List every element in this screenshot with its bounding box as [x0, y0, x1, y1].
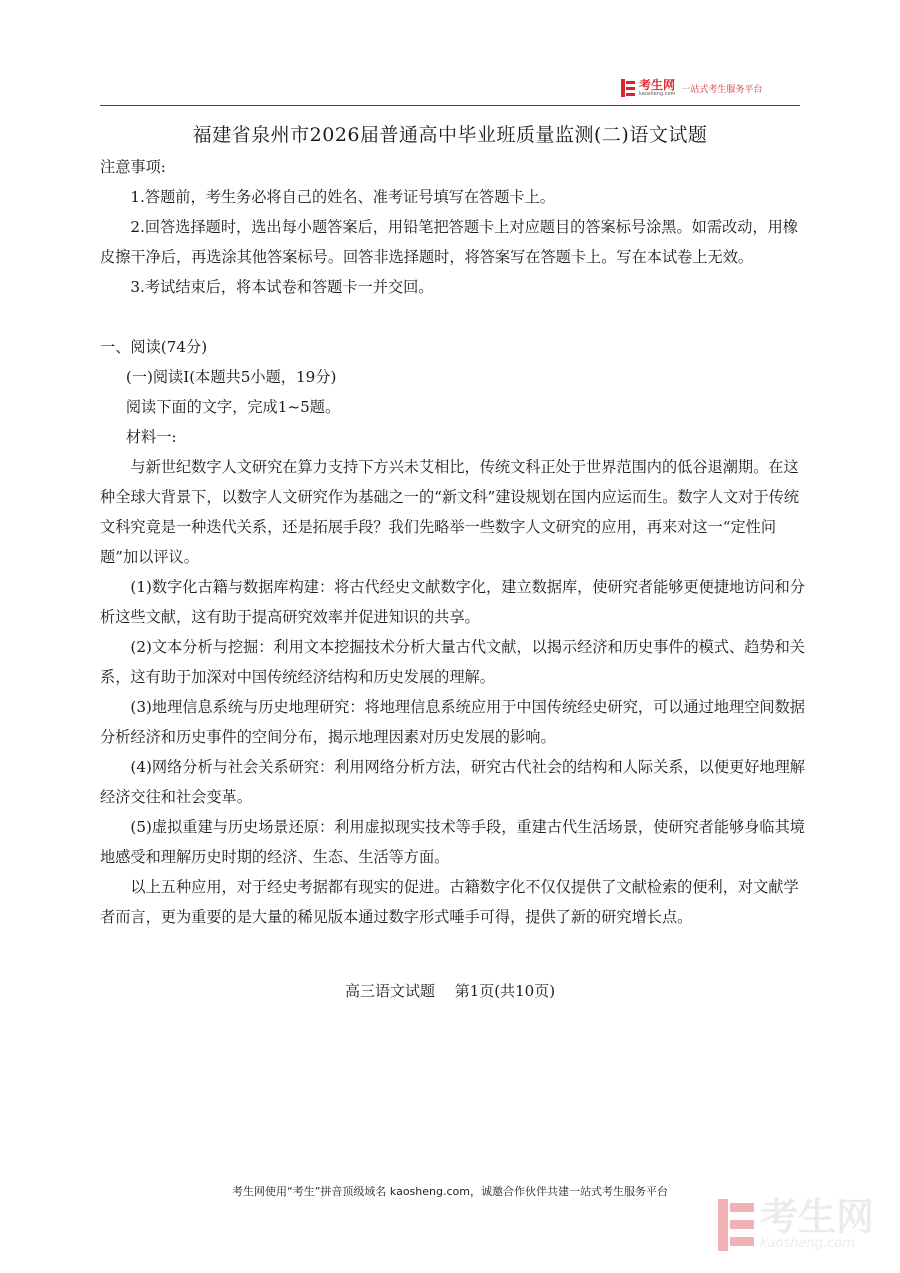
page-footer: 高三语文试题 第1页(共10页) — [344, 982, 556, 1000]
header-divider — [100, 105, 800, 106]
paragraph: 与新世纪数字人文研究在算力支持下方兴未艾相比，传统文科正处于世界范围内的低谷退潮期。在这种全球大背景下，以数字人文研究作为基础之一的“新文科”建设规划在国内应运而生。数字人文对于传统文科究竟是一种迭代关系，还是拓展手段？我们先略举一些数字人文研究的应用，再来对这一“定性问题”加以评议。 — [100, 458, 799, 566]
list-item: (2)文本分析与挖掘：利用文本挖掘技术分析大量古代文献，以揭示经济和历史事件的模式、趋势和关系，这有助于加深对中国传统经济结构和历史发展的理解。 — [100, 638, 805, 686]
kaosheng-watermark-icon — [718, 1199, 754, 1251]
kaosheng-logo-icon — [621, 79, 635, 97]
logo-text: 考生网 — [639, 78, 676, 92]
notice-item: 2.回答选择题时，选出每小题答案后，用铅笔把答题卡上对应题目的答案标号涂黑。如需改动，用橡皮擦干净后，再选涂其他答案标号。回答非选择题时，将答案写在答题卡上。写在本试卷上无效。 — [100, 218, 798, 266]
instruction: 阅读下面的文字，完成1~5题。 — [125, 398, 341, 416]
sub-section-heading: (一)阅读Ⅰ(本题共5小题，19分) — [125, 368, 337, 386]
promo-text: 考生网使用“考生”拼音顶级域名 kaosheng.com，诚邀合作伙伴共建一站式考生服务平台 — [232, 1185, 668, 1198]
notice-item: 3.考试结束后，将本试卷和答题卡一并交回。 — [130, 278, 434, 296]
list-item: (4)网络分析与社会关系研究：利用网络分析方法，研究古代社会的结构和人际关系，以便更好地理解经济交往和社会变革。 — [100, 758, 805, 806]
material-label: 材料一: — [125, 428, 177, 446]
header-slogan: 一站式考生服务平台 — [681, 84, 763, 95]
section-heading: 一、阅读(74分) — [100, 338, 208, 356]
logo-domain: kaosheng.com — [639, 91, 676, 97]
paragraph: 以上五种应用，对于经史考据都有现实的促进。古籍数字化不仅仅提供了文献检索的便利，对文献学者而言，更为重要的是大量的稀见版本通过数字形式唾手可得，提供了新的研究增长点。 — [100, 878, 799, 926]
watermark-text: 考生网 — [760, 1195, 875, 1239]
watermark-domain: kaosheng.com — [760, 1236, 855, 1251]
list-item: (1)数字化古籍与数据库构建：将古代经史文献数字化，建立数据库，使研究者能够更便捷地访问和分析这些文献，这有助于提高研究效率并促进知识的共享。 — [100, 578, 805, 626]
notice-item: 1.答题前，考生务必将自己的姓名、准考证号填写在答题卡上。 — [130, 188, 555, 206]
watermark — [718, 1195, 875, 1251]
list-item: (3)地理信息系统与历史地理研究：将地理信息系统应用于中国传统经史研究，可以通过地理空间数据分析经济和历史事件的空间分布，揭示地理因素对历史发展的影响。 — [100, 698, 805, 746]
document-body — [100, 152, 805, 932]
header-logo — [621, 77, 762, 99]
notice-heading: 注意事项: — [100, 158, 166, 176]
page-title: 福建省泉州市2026届普通高中毕业班质量监测(二)语文试题 — [192, 124, 708, 146]
list-item: (5)虚拟重建与历史场景还原：利用虚拟现实技术等手段，重建古代生活场景，使研究者能够身临其境地感受和理解历史时期的经济、生态、生活等方面。 — [100, 818, 805, 866]
